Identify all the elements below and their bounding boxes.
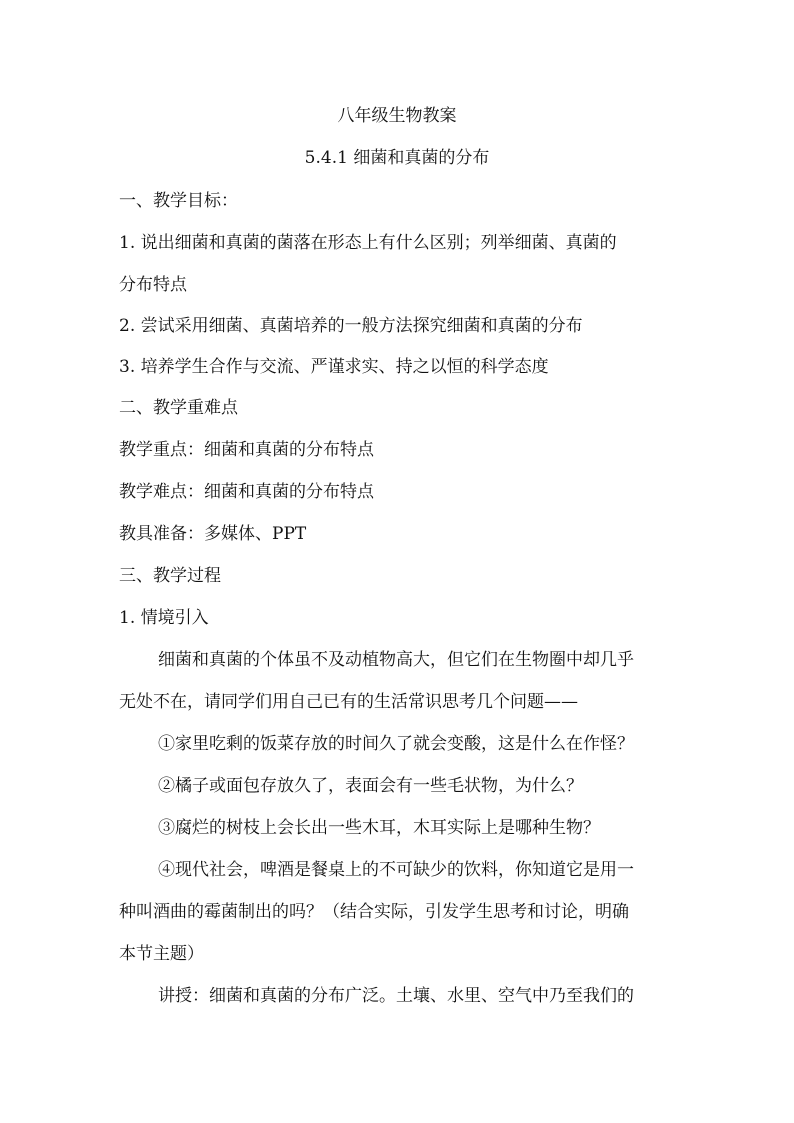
question-4-line-1: ④现代社会，啤酒是餐桌上的不可缺少的饮料，你知道它是用一 <box>158 860 634 880</box>
intro-paragraph-line-1: 细菌和真菌的个体虽不及动植物高大，但它们在生物圈中却几乎 <box>158 650 634 670</box>
section-heading-key-points: 二、教学重难点 <box>119 398 238 418</box>
teaching-materials: 教具准备：多媒体、PPT <box>119 524 307 544</box>
section-heading-process: 三、教学过程 <box>119 566 221 586</box>
question-1: ①家里吃剩的饭菜存放的时间久了就会变酸，这是什么在作怪？ <box>158 734 634 754</box>
objective-1-line-1: 1. 说出细菌和真菌的菌落在形态上有什么区别；列举细菌、真菌的 <box>119 233 617 253</box>
difficult-point: 教学难点：细菌和真菌的分布特点 <box>119 482 374 502</box>
question-3: ③腐烂的树枝上会长出一些木耳，木耳实际上是哪种生物？ <box>158 818 600 838</box>
document-title: 八年级生物教案 <box>337 106 457 126</box>
key-point: 教学重点：细菌和真菌的分布特点 <box>119 440 374 460</box>
objective-2: 2. 尝试采用细菌、真菌培养的一般方法探究细菌和真菌的分布 <box>119 316 583 336</box>
step-1-heading: 1. 情境引入 <box>119 608 209 628</box>
section-heading-objectives: 一、教学目标： <box>119 191 238 211</box>
objective-3: 3. 培养学生合作与交流、严谨求实、持之以恒的科学态度 <box>119 357 549 377</box>
objective-1-line-2: 分布特点 <box>119 275 187 295</box>
intro-paragraph-line-2: 无处不在，请同学们用自己已有的生活常识思考几个问题—— <box>119 692 578 712</box>
lecture-paragraph-line-1: 讲授：细菌和真菌的分布广泛。土壤、水里、空气中乃至我们的 <box>158 986 634 1006</box>
question-4-line-2: 种叫酒曲的霉菌制出的吗？（结合实际，引发学生思考和讨论，明确 <box>119 902 629 922</box>
document-subtitle: 5.4.1 细菌和真菌的分布 <box>304 148 490 168</box>
question-4-line-3: 本节主题） <box>119 944 204 964</box>
question-2: ②橘子或面包存放久了，表面会有一些毛状物，为什么？ <box>158 776 583 796</box>
